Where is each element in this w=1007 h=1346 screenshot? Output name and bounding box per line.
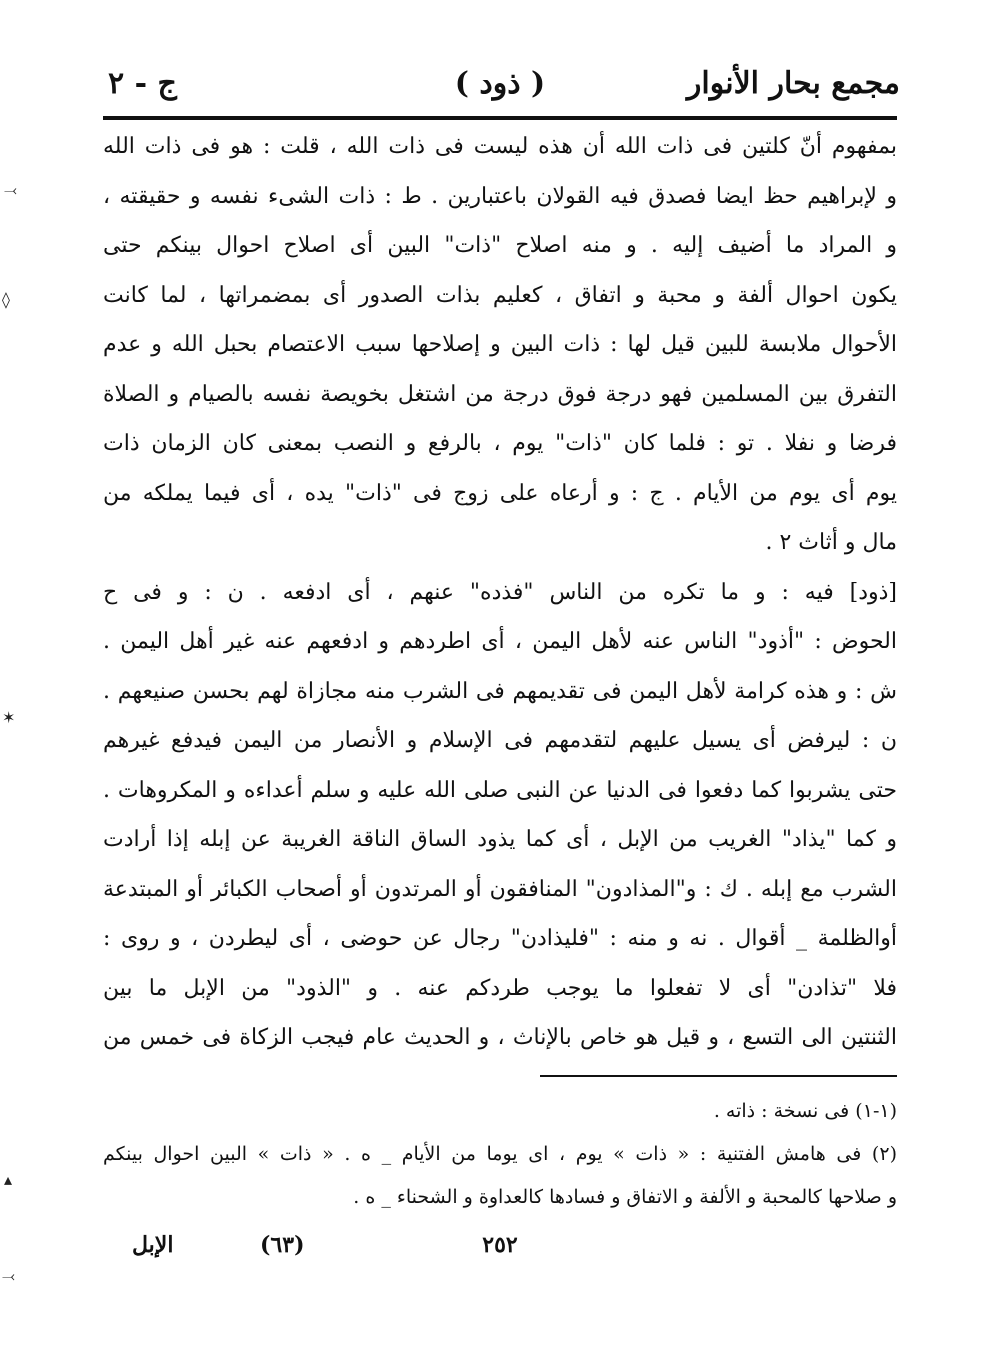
text-line: أوالظلمة _ أقوال . نه و منه : "فليذادن" رجال عن حوضى ، أى ليطردن ، و روى : xyxy=(103,926,897,951)
text-line: يوم أى يوم من الأيام . ج : و أرعاه على زوج فى "ذات" يده ، أى فيما يملكه من xyxy=(103,480,897,506)
text-line: و المراد ما أضيف إليه . و منه اصلاح "ذات" البين أى اصلاح احوال بينكم حتى xyxy=(103,233,897,258)
margin-mark-icon: ◊ xyxy=(2,290,10,309)
text-line: فرضا و نفلا . تو : فلما كان "ذات" يوم ، بالرفع و النصب بمعنى كان الزمان ذات xyxy=(103,431,897,456)
text-line: الشرب مع إبله . ك : و"المذادون" المنافقون أو المرتدون أو أصحاب الكبائر أو المبتدعة xyxy=(103,876,897,902)
text-line: الثنتين الى التسع ، و قيل هو خاص بالإناث ، و الحديث عام فيجب الزكاة فى خمس من xyxy=(103,1025,897,1050)
footnote-line: (٢) فى هامش الفتنية : « ذات » يوم ، اى يوما من الأيام _ ه . « ذات » البين احوال بينكم xyxy=(103,1143,897,1165)
text-line: الأحوال ملابسة للبين قيل لها : ذات البين و إصلاحها سبب الاعتصام بحبل الله و عدم xyxy=(103,332,897,357)
text-line: [ذود] فيه : و ما تكره من الناس "فذده" عنهم ، أى ادفعه . ن : و فى ح xyxy=(103,579,897,605)
running-header xyxy=(100,60,900,110)
footnotes xyxy=(103,1090,897,1219)
text-line: و كما "يذاد" الغريب من الإبل ، أى كما يذود الساق الناقة الغريبة عن إبله إذا أرادت xyxy=(103,827,897,852)
book-title: مجمع بحار الأنوار xyxy=(686,66,900,101)
signature-number: (٦٣) xyxy=(260,1232,305,1258)
entry-word: ( ذود ) xyxy=(454,66,546,101)
text-line: التفرق بين المسلمين فهو درجة فوق درجة من اشتغل بخويصة نفسه بالصيام و الصلاة xyxy=(103,381,897,407)
page-footer xyxy=(100,1232,900,1272)
footnote-rule xyxy=(540,1075,897,1077)
text-line: الحوض : "أذود" الناس عنه لأهل اليمن ، أى اطردهم و ادفعهم عنه غير أهل اليمن . xyxy=(103,629,897,654)
header-rule xyxy=(103,116,897,120)
margin-arrow-icon: ⤙ xyxy=(4,180,17,199)
footnote-line: و صلاحها كالمحبة و الألفة و الاتفاق و فسادها كالعداوة و الشحناء _ ه . xyxy=(353,1186,897,1208)
text-line: ن : ليرفض أى يسيل عليهم لتقدمهم فى الإسلام و الأنصار من اليمن فيدفع غيرهم xyxy=(103,728,897,753)
catchword: الإبل xyxy=(132,1232,174,1258)
text-line: ش : و هذه كرامة لأهل اليمن فى تقديمهم فى الشرب منه مجازاة لهم بحسن صنيعهم . xyxy=(103,678,897,704)
text-line: حتى يشربوا كما دفعوا فى الدنيا عن النبى صلى الله عليه و سلم أعداءه و المكروهات . xyxy=(103,777,897,803)
margin-caret-icon: ▴ xyxy=(4,1170,13,1189)
margin-arrow-icon: ⤙ xyxy=(2,1266,15,1285)
footnote-line: (١-١) فى نسخة : ذاته . xyxy=(713,1100,897,1122)
text-line: و لإبراهيم حظ ايضا فصدق فيه القولان باعتبارين . ط : ذات الشىء نفسه و حقيقته ، xyxy=(103,183,897,209)
text-line: فلا "تذادن" أى لا تفعلوا ما يوجب طردكم عنه . و "الذود" من الإبل ما بين xyxy=(103,975,897,1001)
volume-number: ج - ٢ xyxy=(108,66,177,101)
text-line: بمفهوم أنّ كلتين فى ذات الله أن هذه ليست فى ذات الله ، قلت : هو فى ذات الله xyxy=(103,134,897,159)
text-line: يكون احوال ألفة و محبة و اتفاق ، كعليم بذات الصدور أى بمضمراتها ، لما كانت xyxy=(103,282,897,308)
text-line: مال و أثاث ٢ . xyxy=(765,530,897,555)
page-number: ٢٥٢ xyxy=(482,1232,518,1258)
main-text xyxy=(103,122,897,1063)
margin-star-icon: ✶ xyxy=(2,708,16,727)
